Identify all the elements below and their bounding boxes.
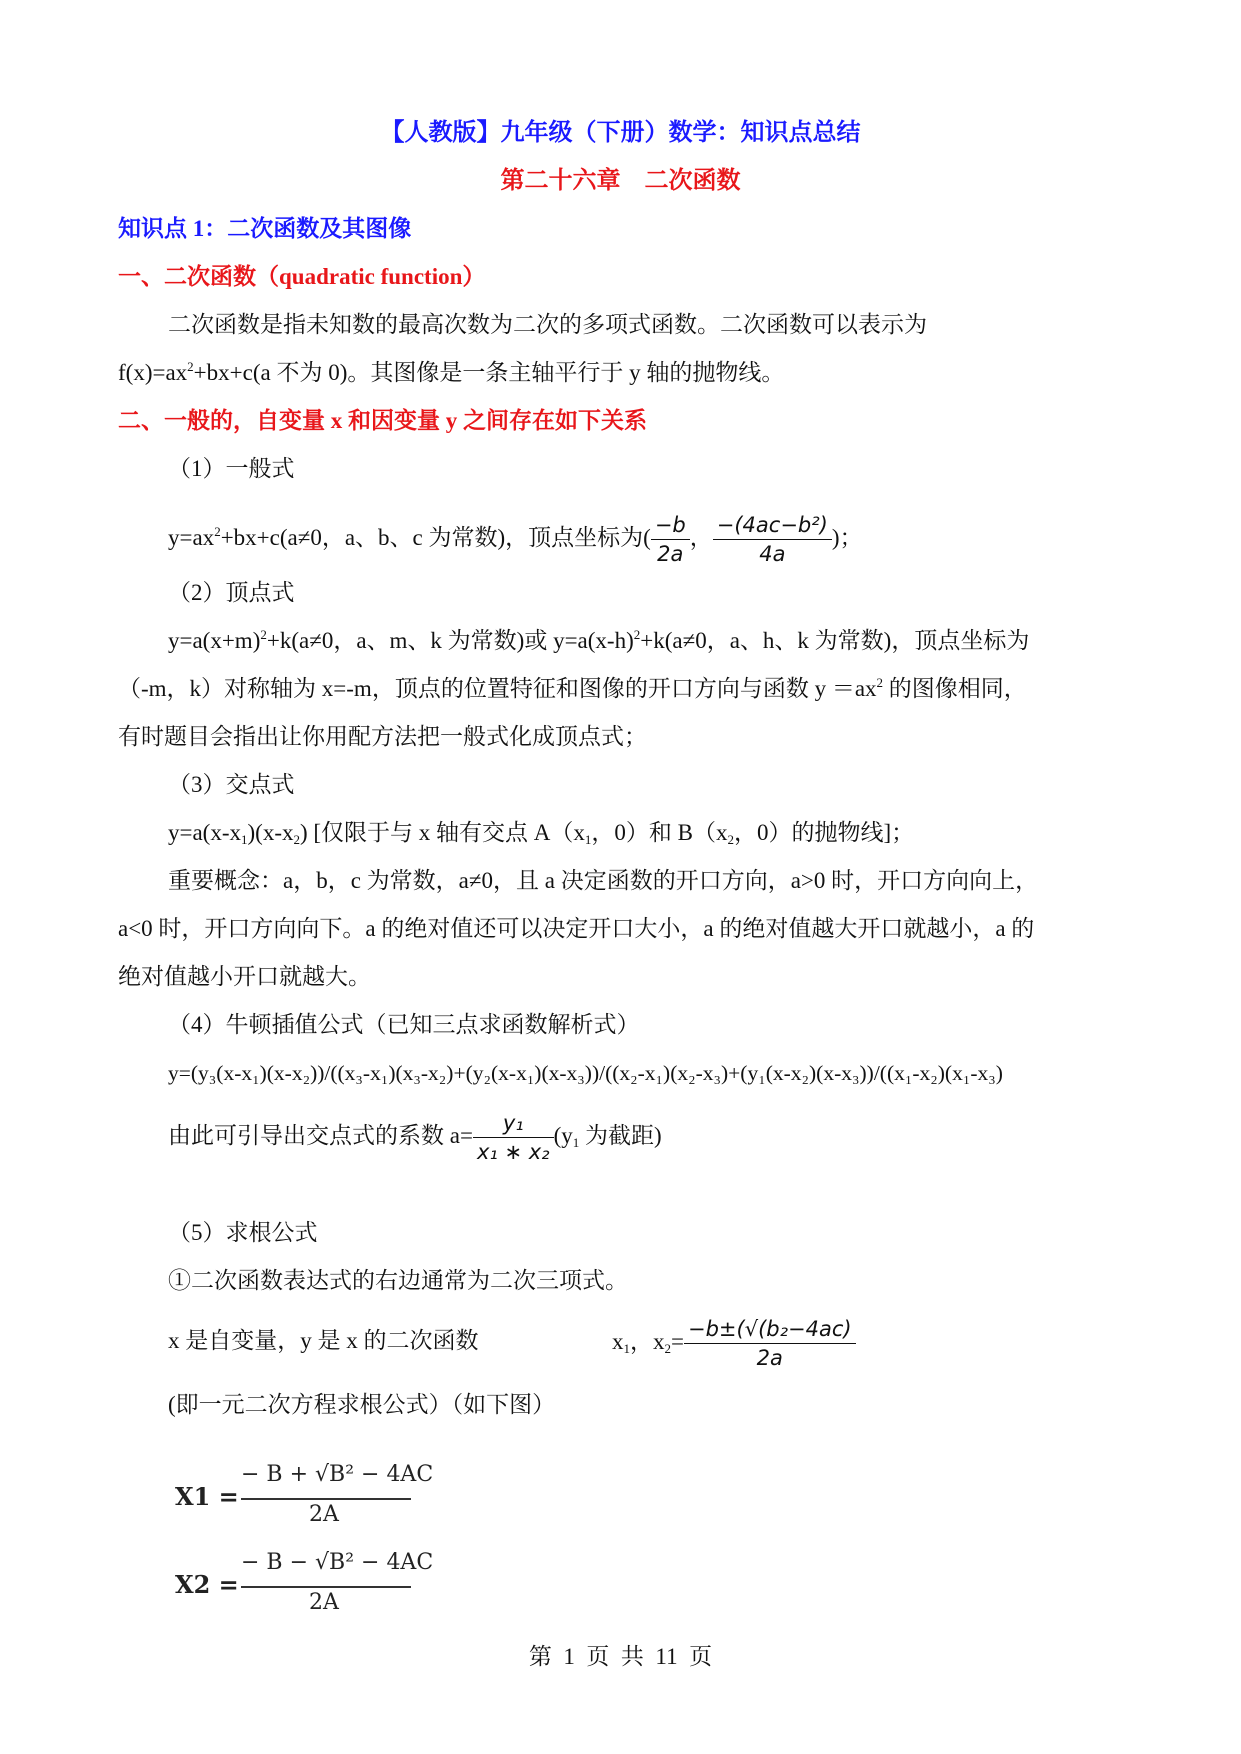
text-span: ， [689, 525, 713, 550]
text-span: (y [553, 1123, 573, 1148]
coefficient-line [168, 1106, 662, 1166]
page-footer: 第 1 页 共 11 页 [528, 1644, 713, 1669]
superscript: 2 [633, 627, 641, 642]
text-span: ，0）和 B（x [591, 820, 728, 845]
text-span: 为截距) [579, 1123, 662, 1148]
vertex-x-fraction [651, 511, 690, 568]
quadratic-formula-image [175, 1458, 434, 1628]
fraction-denominator: 2a [657, 542, 684, 567]
roots-fraction [684, 1315, 856, 1372]
x2-fraction-bar [241, 1586, 411, 1588]
text-span: ，0）的抛物线]； [734, 820, 915, 845]
roots-paragraph-1: ①二次函数表达式的右边通常为二次三项式。 [168, 1268, 628, 1293]
form-label-vertex: （2）顶点式 [168, 580, 295, 605]
subscript: 1 [572, 1135, 580, 1150]
fraction-denominator: x₁ ∗ x₂ [476, 1140, 550, 1165]
text-span: +bx+c(a≠0，a、b、c 为常数)，顶点坐标为( [220, 525, 651, 550]
concept-line-1: 重要概念：a，b，c 为常数，a≠0，且 a 决定函数的开口方向，a>0 时，开口方向向上， [168, 868, 1039, 893]
subscript: 1 [584, 832, 592, 847]
subscript: 2 [293, 832, 300, 847]
x2-denominator: 2A [309, 1590, 339, 1615]
text-span: y=a(x+m) [168, 628, 261, 653]
x1-denominator: 2A [309, 1502, 339, 1527]
fraction-numerator: −b [651, 511, 690, 540]
section-heading-2: 二、一般的，自变量 x 和因变量 y 之间存在如下关系 [118, 408, 647, 433]
x2-label: X2 = [175, 1570, 239, 1599]
superscript: 2 [260, 627, 267, 642]
x1-numerator: − B + √B² − 4AC [241, 1462, 434, 1487]
fraction-numerator: −b±(√(b₂−4ac) [684, 1315, 856, 1344]
text-span: ，x [630, 1329, 665, 1354]
paragraph-definition-1: 二次函数是指未知数的最高次数为二次的多项式函数。二次函数可以表示为 [168, 312, 927, 337]
text-span: +bx+c(a 不为 0)。其图像是一条主轴平行于 y 轴的抛物线。 [193, 360, 785, 385]
text-span: )； [831, 525, 863, 550]
vertex-form-line-3: 有时题目会指出让你用配方法把一般式化成顶点式； [118, 724, 647, 749]
text-span: ) [仅限于与 x 轴有交点 A（x [299, 820, 585, 845]
document-title: 【人教版】九年级（下册）数学：知识点总结 [380, 120, 861, 146]
knowledge-point-heading: 知识点 1：二次函数及其图像 [118, 216, 412, 241]
text-span: 的图像相同， [883, 676, 1027, 701]
vertex-y-fraction [713, 511, 832, 568]
subscript: 1 [241, 832, 248, 847]
newton-formula: y=(y₃(x-x₁)(x-x₂))/((x₃-x₁)(x₃-x₂)+(y₂(x-x₁)(x-x₃))/((x₂-x₁)(x₂-x₃)+(y₁(x-x₂)(x-x₃))/((x₁-x₂)(x₁-x₃) [168, 1061, 1003, 1085]
x1-fraction-bar [241, 1498, 411, 1500]
concept-line-3: 绝对值越小开口就越大。 [118, 964, 371, 989]
section-heading-1: 一、二次函数（quadratic function） [118, 264, 486, 289]
form-label-general: （1）一般式 [168, 456, 295, 481]
vertex-form-line-2 [118, 674, 1027, 704]
text-span: f(x)=ax [118, 360, 188, 385]
superscript: 2 [876, 675, 884, 690]
chapter-heading: 第二十六章 二次函数 [500, 168, 741, 194]
coefficient-fraction [473, 1109, 554, 1166]
superscript: 2 [187, 359, 194, 374]
text-span: +k(a≠0，a、h、k 为常数)，顶点坐标为 [640, 628, 1030, 653]
x1-label: X1 = [175, 1482, 239, 1511]
roots-formula [612, 1312, 856, 1372]
text-span: x [612, 1329, 624, 1354]
general-form-formula [168, 508, 863, 568]
x2-numerator: − B − √B² − 4AC [241, 1550, 434, 1575]
text-span: （-m，k）对称轴为 x=-m，顶点的位置特征和图像的开口方向与函数 y ＝ax [118, 676, 877, 701]
fraction-numerator: y₁ [473, 1109, 554, 1138]
text-span: )(x-x [247, 820, 294, 845]
intercept-form-formula [168, 818, 914, 848]
text-span: = [671, 1329, 684, 1354]
text-span: 由此可引导出交点式的系数 a= [168, 1123, 473, 1148]
text-span: y=ax [168, 525, 215, 550]
vertex-form-line-1 [168, 626, 1029, 656]
fraction-denominator: 4a [759, 542, 786, 567]
fraction-denominator: 2a [756, 1346, 783, 1371]
superscript: 2 [214, 524, 221, 539]
text-span: +k(a≠0，a、m、k 为常数)或 y=a(x-h) [266, 628, 634, 653]
roots-paragraph-3: (即一元二次方程求根公式）（如下图） [168, 1392, 556, 1417]
roots-paragraph-2: x 是自变量，y 是 x 的二次函数 [168, 1328, 479, 1353]
subscript: 2 [664, 1341, 671, 1356]
form-label-roots: （5）求根公式 [168, 1220, 318, 1245]
concept-line-2: a<0 时，开口方向向下。a 的绝对值还可以决定开口大小，a 的绝对值越大开口就越小，a 的 [118, 916, 1035, 941]
subscript: 1 [623, 1341, 630, 1356]
text-span: y=a(x-x [168, 820, 241, 845]
form-label-intercept: （3）交点式 [168, 772, 295, 797]
paragraph-definition-2 [118, 358, 784, 388]
fraction-numerator: −(4ac−b²) [713, 511, 832, 540]
subscript: 2 [727, 832, 735, 847]
form-label-newton: （4）牛顿插值公式（已知三点求函数解析式） [168, 1012, 640, 1037]
